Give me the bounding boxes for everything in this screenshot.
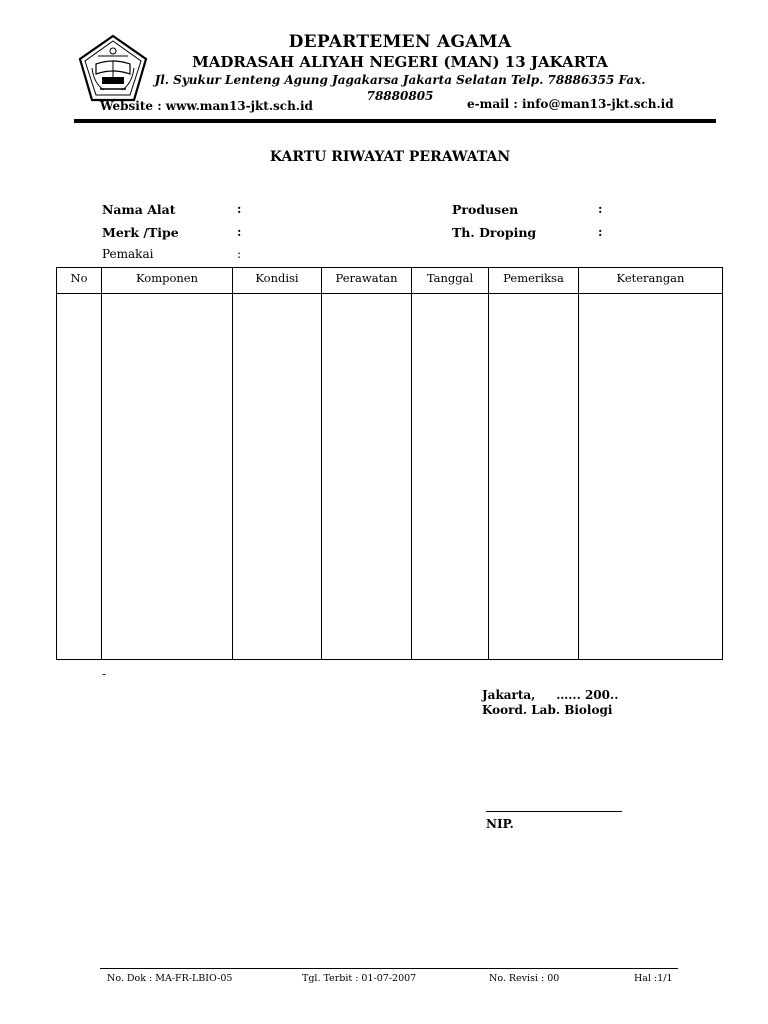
field-label-nama-alat: Nama Alat — [102, 202, 176, 217]
footer-doc-no: No. Dok : MA-FR-LBIO-05 — [107, 973, 233, 984]
letterhead-divider — [74, 119, 716, 123]
nip-label: NIP. — [486, 817, 514, 831]
column-header-tanggal: Tanggal — [426, 271, 474, 285]
dash-mark: - — [102, 667, 107, 681]
email-text: e-mail : info@man13-jkt.sch.id — [467, 97, 674, 111]
field-label-produsen: Produsen — [452, 202, 519, 217]
table-column-divider — [488, 268, 489, 659]
address-line-1: Jl. Syukur Lenteng Agung Jagakarsa Jakarta Selatan Telp. 78886355 Fax. — [154, 73, 646, 87]
footer-revision: No. Revisi : 00 — [489, 973, 560, 984]
column-header-pemeriksa: Pemeriksa — [503, 271, 564, 285]
maintenance-history-table — [56, 267, 723, 660]
footer-divider — [100, 968, 678, 969]
table-column-divider — [321, 268, 322, 659]
table-column-divider — [411, 268, 412, 659]
table-column-divider — [101, 268, 102, 659]
column-header-keterangan: Keterangan — [616, 271, 685, 285]
field-colon: : — [237, 225, 242, 239]
address-line-2: 78880805 — [366, 89, 434, 103]
field-colon: : — [237, 247, 242, 261]
column-header-perawatan: Perawatan — [335, 271, 398, 285]
signature-place-date: Jakarta, …... 200.. — [482, 688, 619, 702]
field-label-th-droping: Th. Droping — [452, 225, 537, 240]
school-name: MADRASAH ALIYAH NEGERI (MAN) 13 JAKARTA — [192, 53, 608, 71]
field-colon: : — [598, 225, 603, 239]
field-colon: : — [237, 202, 242, 216]
signature-role: Koord. Lab. Biologi — [482, 703, 613, 717]
column-header-no: No — [70, 271, 88, 285]
website-text: Website : www.man13-jkt.sch.id — [100, 99, 313, 113]
footer-issue-date: Tgl. Terbit : 01-07-2007 — [302, 973, 417, 984]
table-column-divider — [578, 268, 579, 659]
table-column-divider — [232, 268, 233, 659]
footer-page: Hal :1/1 — [634, 973, 673, 984]
form-title: KARTU RIWAYAT PERAWATAN — [269, 149, 511, 165]
ministry-of-religion-emblem-icon — [78, 34, 148, 102]
signature-line — [486, 811, 622, 812]
field-colon: : — [598, 202, 603, 216]
column-header-kondisi: Kondisi — [255, 271, 299, 285]
department-title: DEPARTEMEN AGAMA — [288, 32, 512, 52]
table-header-divider — [57, 293, 722, 294]
field-label-pemakai: Pemakai — [102, 247, 154, 261]
column-header-komponen: Komponen — [135, 271, 198, 285]
field-label-merk-tipe: Merk /Tipe — [102, 225, 179, 240]
